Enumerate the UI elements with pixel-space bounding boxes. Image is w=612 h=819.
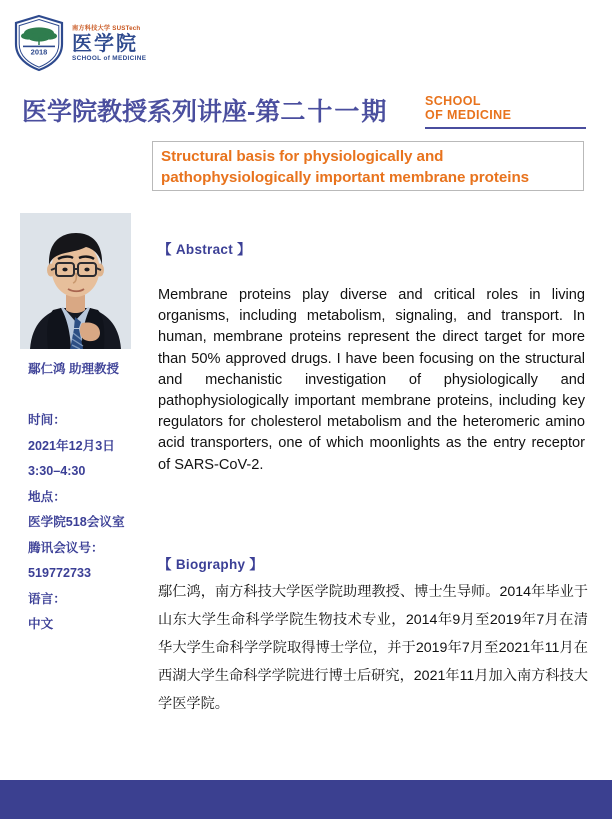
- footer-bar: [0, 780, 612, 819]
- talk-title-box: [152, 141, 584, 191]
- school-logo: [12, 12, 172, 74]
- som-line-1: SCHOOL: [425, 94, 481, 108]
- series-title-suffix: 期: [361, 98, 387, 126]
- time-date: 2021年12月3日: [28, 438, 115, 453]
- event-details-list: [28, 408, 154, 638]
- talk-title: Structural basis for physiologically and pathophysiologically important membrane proteins: [161, 148, 530, 186]
- logo-chinese-name: 医学院: [72, 32, 138, 55]
- abstract-body: Membrane proteins play diverse and critical roles in living organisms, including metabolism, signaling, and transport. In human, membrane proteins represent the direct target for more than 50% approved drugs. I have been focusing on the structural and mechanistic investigation of physiologically and pathophysiologically important membrane proteins, including key regulators for cholesterol metabolism and the heteromeric amino acid transporters, one of which moonlights as the entry receptor of SARS-CoV-2.: [158, 287, 585, 473]
- som-line-2: OF MEDICINE: [425, 107, 512, 122]
- series-title-main: 医学院教授系列讲座-第: [22, 98, 281, 126]
- series-issue-number: 二十一: [280, 98, 362, 126]
- logo-english-name: SCHOOL of MEDICINE: [72, 54, 147, 62]
- venue-value: 医学院518会议室: [28, 515, 125, 529]
- biography-heading: 【 Biography 】: [158, 557, 264, 572]
- time-label: 时间：: [28, 413, 66, 427]
- biography-body: 鄢仁鸿，南方科技大学医学院助理教授、博士生导师。2014年毕业于山东大学生命科学学院生物技术专业，2014年9月至2019年7月在清华大学生命科学学院取得博士学位，并于2019年7月至2021年11月在西湖大学生命科学学院进行博士后研究，2021年11月加入南方科技大学医学院。: [158, 584, 588, 712]
- speaker-photo: [20, 213, 131, 349]
- svg-text:2018: 2018: [30, 47, 48, 57]
- venue-label: 地点：: [28, 489, 66, 504]
- logo-university-line: 南方科技大学 SUSTech: [72, 24, 141, 32]
- language-label: 语言：: [28, 591, 66, 606]
- meeting-id-label: 腾讯会议号：: [28, 540, 104, 555]
- speaker-name-and-rank: 鄢仁鸿 助理教授: [28, 362, 119, 376]
- lecture-series-title: [22, 92, 386, 128]
- meeting-id-value: 519772733: [28, 566, 92, 580]
- time-range: 3:30–4:30: [28, 464, 86, 478]
- sustech-shield-icon: [12, 14, 66, 72]
- school-of-medicine-wordmark: [425, 95, 511, 122]
- abstract-heading: 【 Abstract 】: [158, 242, 251, 257]
- header-divider-rule: [425, 127, 586, 129]
- language-value: 中文: [28, 617, 54, 631]
